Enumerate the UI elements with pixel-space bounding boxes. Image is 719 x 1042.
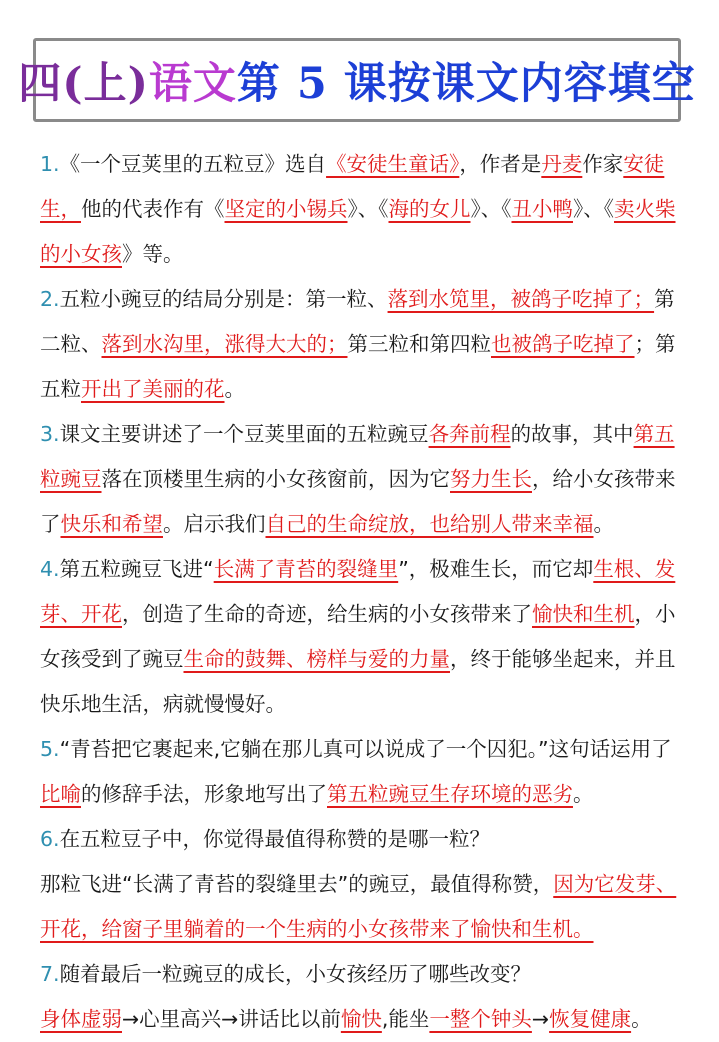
text: 。启示我们 bbox=[163, 512, 266, 536]
answer: 一整个钟头 bbox=[429, 1007, 532, 1031]
text: ，创造了生命的奇迹，给生病的小女孩带来了 bbox=[122, 602, 532, 626]
text: 》、《 bbox=[347, 197, 389, 221]
answer: 各奔前程 bbox=[428, 422, 511, 446]
title-part-2: 语文 bbox=[148, 58, 237, 109]
text: 《一个豆荚里的五粒豆》选自 bbox=[59, 152, 327, 176]
text: → bbox=[531, 1007, 550, 1031]
question-number: 7. bbox=[40, 962, 60, 986]
text: ，终于能够坐起来，并且快乐地生活，病就慢慢好。 bbox=[40, 647, 676, 716]
text: 那粒飞进“长满了青苔的裂缝里去”的豌豆，最值得称赞， bbox=[40, 872, 554, 896]
text: 第三粒和第四粒 bbox=[347, 332, 491, 356]
text: ，作者是 bbox=[459, 152, 542, 176]
title-part-1: 四(上) bbox=[18, 58, 149, 109]
question-number: 6. bbox=[40, 827, 60, 851]
question-list bbox=[40, 142, 680, 1042]
answer: 第五粒豌豆 bbox=[40, 422, 675, 491]
answer: 生命的鼓舞、榜样与爱的力量 bbox=[183, 647, 450, 671]
answer: 坚定的小锡兵 bbox=[224, 197, 348, 221]
page-title bbox=[18, 50, 696, 111]
text: ，小女孩受到了豌豆 bbox=[40, 602, 676, 671]
answer: 落到水笕里，被鸽子吃掉了； bbox=[387, 287, 655, 311]
text: 》等。 bbox=[122, 242, 184, 266]
text: 》、《 bbox=[470, 197, 512, 221]
question-7 bbox=[40, 952, 680, 997]
text: 第五粒豌豆飞进“ bbox=[59, 557, 214, 581]
text: 。 bbox=[573, 782, 594, 806]
answer: 快乐和希望 bbox=[60, 512, 163, 536]
answer: 努力生长 bbox=[450, 467, 532, 491]
text: ,能坐 bbox=[381, 1007, 430, 1031]
text: “青苔把它裹起来,它躺在那儿真可以说成了一个囚犯。”这句话运用了 bbox=[59, 737, 672, 761]
question-2 bbox=[40, 277, 680, 412]
text: 。 bbox=[631, 1007, 652, 1031]
answer: 比喻 bbox=[40, 782, 81, 806]
text: 落在顶楼里生病的小女孩窗前，因为它 bbox=[101, 467, 450, 491]
answer: 海的女儿 bbox=[388, 197, 471, 221]
answer: 开出了美丽的花 bbox=[81, 377, 225, 401]
answer-6 bbox=[40, 862, 680, 952]
answer: 因为它发芽、开花，给窗子里躺着的一个生病的小女孩带来了愉快和生机。 bbox=[40, 872, 677, 941]
answer: 愉快 bbox=[340, 1007, 382, 1031]
answer: 也被鸽子吃掉了 bbox=[491, 332, 635, 356]
answer: 身体虚弱 bbox=[40, 1007, 122, 1031]
question-number: 5. bbox=[40, 737, 60, 761]
answer: 丹麦 bbox=[541, 152, 583, 176]
question-1 bbox=[40, 142, 680, 277]
answer: 恢复健康 bbox=[549, 1007, 632, 1031]
question-6 bbox=[40, 817, 680, 862]
answer: 落到水沟里，涨得大大的； bbox=[101, 332, 348, 356]
answer: 愉快和生机 bbox=[532, 602, 635, 626]
question-number: 4. bbox=[40, 557, 60, 581]
title-box bbox=[18, 38, 696, 122]
answer: 长满了青苔的裂缝里 bbox=[213, 557, 399, 581]
question-number: 3. bbox=[40, 422, 60, 446]
question-number: 1. bbox=[40, 152, 60, 176]
text: 五粒小豌豆的结局分别是：第一粒、 bbox=[59, 287, 388, 311]
text: 的故事，其中 bbox=[510, 422, 634, 446]
text: 作家 bbox=[582, 152, 624, 176]
title-part-3: 第 5 课按课文内容填空 bbox=[236, 58, 696, 109]
answer-7 bbox=[40, 997, 680, 1042]
question-text: 随着最后一粒豌豆的成长，小女孩经历了哪些改变？ bbox=[59, 962, 532, 986]
answer: 安徒生， bbox=[40, 152, 665, 221]
question-3 bbox=[40, 412, 680, 547]
text: ”，极难生长，而它却 bbox=[398, 557, 594, 581]
text: ；第五粒 bbox=[40, 332, 676, 401]
question-number: 2. bbox=[40, 287, 60, 311]
text: 课文主要讲述了一个豆荚里面的五粒豌豆 bbox=[59, 422, 429, 446]
text: 》、《 bbox=[573, 197, 614, 221]
text: ，给小女孩带来了 bbox=[40, 467, 676, 536]
answer: 自己的生命绽放，也给别人带来幸福 bbox=[265, 512, 594, 536]
answer: 第五粒豌豆生存环境的恶劣 bbox=[327, 782, 573, 806]
answer: 生根、发芽、开花 bbox=[40, 557, 676, 626]
question-text: 在五粒豆子中，你觉得最值得称赞的是哪一粒？ bbox=[59, 827, 491, 851]
answer: 《安徒生童话》 bbox=[326, 152, 460, 176]
question-4 bbox=[40, 547, 680, 727]
text: 的修辞手法，形象地写出了 bbox=[81, 782, 327, 806]
text: 。 bbox=[224, 377, 245, 401]
text: 。 bbox=[593, 512, 614, 536]
question-5 bbox=[40, 727, 680, 817]
text: 他的代表作有《 bbox=[81, 197, 225, 221]
text: →心里高兴→讲话比以前 bbox=[122, 1007, 341, 1031]
answer: 丑小鸭 bbox=[511, 197, 573, 221]
answer: 卖火柴的小女孩 bbox=[40, 197, 676, 266]
text: 第二粒、 bbox=[40, 287, 675, 356]
